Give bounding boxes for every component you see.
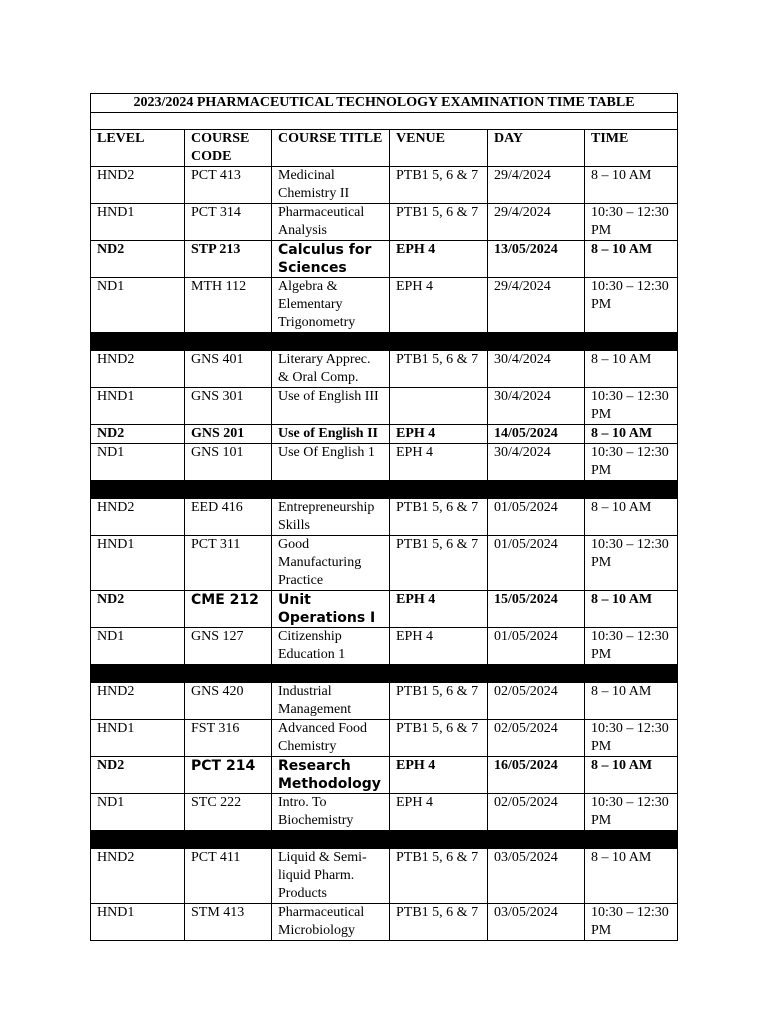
course-title-cell: Unit Operations I — [272, 591, 390, 628]
day-cell: 03/05/2024 — [488, 904, 585, 941]
level-cell: ND1 — [91, 628, 185, 665]
day-cell: 30/4/2024 — [488, 388, 585, 425]
table-row — [91, 167, 678, 204]
day-cell: 01/05/2024 — [488, 536, 585, 591]
header-row — [91, 130, 678, 167]
course-code-cell: CME 212 — [185, 591, 272, 628]
venue-cell: EPH 4 — [390, 278, 488, 333]
course-code-cell: GNS 201 — [185, 425, 272, 444]
time-cell: 10:30 – 12:30 PM — [585, 628, 678, 665]
header-course-code: COURSE CODE — [185, 130, 272, 167]
table-row — [91, 204, 678, 241]
separator-row — [91, 333, 678, 351]
time-cell: 8 – 10 AM — [585, 351, 678, 388]
day-cell: 01/05/2024 — [488, 499, 585, 536]
course-code-cell: STP 213 — [185, 241, 272, 278]
course-title-cell: Pharmaceutical Microbiology — [272, 904, 390, 941]
table-row — [91, 536, 678, 591]
header-course-title: COURSE TITLE — [272, 130, 390, 167]
course-title-cell: Industrial Management — [272, 683, 390, 720]
time-cell: 8 – 10 AM — [585, 241, 678, 278]
table-row — [91, 904, 678, 941]
venue-cell: EPH 4 — [390, 444, 488, 481]
course-title-cell: Calculus for Sciences — [272, 241, 390, 278]
header-day: DAY — [488, 130, 585, 167]
venue-cell: EPH 4 — [390, 794, 488, 831]
level-cell: HND1 — [91, 204, 185, 241]
venue-cell: EPH 4 — [390, 241, 488, 278]
blank-row — [91, 113, 678, 130]
course-code-cell: EED 416 — [185, 499, 272, 536]
course-code-cell: STC 222 — [185, 794, 272, 831]
time-cell: 8 – 10 AM — [585, 167, 678, 204]
time-cell: 8 – 10 AM — [585, 757, 678, 794]
table-row — [91, 499, 678, 536]
table-row — [91, 388, 678, 425]
venue-cell: EPH 4 — [390, 757, 488, 794]
course-title-cell: Entrepreneurship Skills — [272, 499, 390, 536]
exam-timetable — [90, 93, 678, 941]
table-row — [91, 720, 678, 757]
course-code-cell: PCT 314 — [185, 204, 272, 241]
venue-cell: PTB1 5, 6 & 7 — [390, 167, 488, 204]
time-cell: 10:30 – 12:30 PM — [585, 536, 678, 591]
course-code-cell: GNS 101 — [185, 444, 272, 481]
header-time: TIME — [585, 130, 678, 167]
table-row — [91, 628, 678, 665]
day-cell: 14/05/2024 — [488, 425, 585, 444]
day-cell: 02/05/2024 — [488, 794, 585, 831]
table-row — [91, 849, 678, 904]
time-cell: 10:30 – 12:30 PM — [585, 720, 678, 757]
venue-cell: EPH 4 — [390, 628, 488, 665]
table-row — [91, 683, 678, 720]
table-row — [91, 444, 678, 481]
course-title-cell: Use of English II — [272, 425, 390, 444]
day-cell: 02/05/2024 — [488, 683, 585, 720]
course-title-cell: Medicinal Chemistry II — [272, 167, 390, 204]
level-cell: ND1 — [91, 444, 185, 481]
venue-cell: PTB1 5, 6 & 7 — [390, 499, 488, 536]
time-cell: 10:30 – 12:30 PM — [585, 904, 678, 941]
level-cell: ND1 — [91, 278, 185, 333]
course-code-cell: PCT 214 — [185, 757, 272, 794]
level-cell: HND1 — [91, 536, 185, 591]
title-row — [91, 94, 678, 113]
venue-cell: PTB1 5, 6 & 7 — [390, 904, 488, 941]
course-code-cell: FST 316 — [185, 720, 272, 757]
separator-row — [91, 831, 678, 849]
day-cell: 16/05/2024 — [488, 757, 585, 794]
level-cell: HND2 — [91, 683, 185, 720]
course-code-cell: GNS 420 — [185, 683, 272, 720]
course-title-cell: Citizenship Education 1 — [272, 628, 390, 665]
course-title-cell: Pharmaceutical Analysis — [272, 204, 390, 241]
day-cell: 02/05/2024 — [488, 720, 585, 757]
header-level: LEVEL — [91, 130, 185, 167]
course-title-cell: Advanced Food Chemistry — [272, 720, 390, 757]
level-cell: HND2 — [91, 499, 185, 536]
level-cell: HND1 — [91, 720, 185, 757]
time-cell: 10:30 – 12:30 PM — [585, 204, 678, 241]
table-row — [91, 591, 678, 628]
separator-row — [91, 481, 678, 499]
timetable-title: 2023/2024 PHARMACEUTICAL TECHNOLOGY EXAMINATION TIME TABLE — [91, 94, 678, 113]
venue-cell: PTB1 5, 6 & 7 — [390, 351, 488, 388]
level-cell: HND1 — [91, 388, 185, 425]
course-title-cell: Research Methodology — [272, 757, 390, 794]
course-code-cell: PCT 311 — [185, 536, 272, 591]
day-cell: 29/4/2024 — [488, 167, 585, 204]
level-cell: HND2 — [91, 849, 185, 904]
course-code-cell: STM 413 — [185, 904, 272, 941]
level-cell: ND2 — [91, 757, 185, 794]
course-code-cell: PCT 413 — [185, 167, 272, 204]
day-cell: 15/05/2024 — [488, 591, 585, 628]
time-cell: 8 – 10 AM — [585, 499, 678, 536]
level-cell: HND1 — [91, 904, 185, 941]
course-code-cell: MTH 112 — [185, 278, 272, 333]
venue-cell — [390, 388, 488, 425]
time-cell: 8 – 10 AM — [585, 425, 678, 444]
venue-cell: PTB1 5, 6 & 7 — [390, 720, 488, 757]
table-row — [91, 757, 678, 794]
level-cell: ND2 — [91, 591, 185, 628]
venue-cell: EPH 4 — [390, 425, 488, 444]
course-code-cell: GNS 301 — [185, 388, 272, 425]
day-cell: 13/05/2024 — [488, 241, 585, 278]
course-title-cell: Use of English III — [272, 388, 390, 425]
venue-cell: PTB1 5, 6 & 7 — [390, 849, 488, 904]
day-cell: 01/05/2024 — [488, 628, 585, 665]
time-cell: 10:30 – 12:30 PM — [585, 444, 678, 481]
level-cell: ND2 — [91, 425, 185, 444]
table-row — [91, 241, 678, 278]
time-cell: 10:30 – 12:30 PM — [585, 388, 678, 425]
day-cell: 30/4/2024 — [488, 351, 585, 388]
table-row — [91, 278, 678, 333]
table-row — [91, 425, 678, 444]
time-cell: 10:30 – 12:30 PM — [585, 794, 678, 831]
course-code-cell: GNS 401 — [185, 351, 272, 388]
venue-cell: PTB1 5, 6 & 7 — [390, 536, 488, 591]
course-code-cell: PCT 411 — [185, 849, 272, 904]
course-code-cell: GNS 127 — [185, 628, 272, 665]
day-cell: 29/4/2024 — [488, 204, 585, 241]
venue-cell: PTB1 5, 6 & 7 — [390, 683, 488, 720]
course-title-cell: Algebra & Elementary Trigonometry — [272, 278, 390, 333]
course-title-cell: Use Of English 1 — [272, 444, 390, 481]
course-title-cell: Literary Apprec. & Oral Comp. — [272, 351, 390, 388]
time-cell: 8 – 10 AM — [585, 849, 678, 904]
time-cell: 8 – 10 AM — [585, 683, 678, 720]
level-cell: HND2 — [91, 351, 185, 388]
level-cell: ND2 — [91, 241, 185, 278]
day-cell: 29/4/2024 — [488, 278, 585, 333]
course-title-cell: Good Manufacturing Practice — [272, 536, 390, 591]
level-cell: HND2 — [91, 167, 185, 204]
table-row — [91, 794, 678, 831]
header-venue: VENUE — [390, 130, 488, 167]
course-title-cell: Intro. To Biochemistry — [272, 794, 390, 831]
time-cell: 10:30 – 12:30 PM — [585, 278, 678, 333]
table-row — [91, 351, 678, 388]
time-cell: 8 – 10 AM — [585, 591, 678, 628]
venue-cell: EPH 4 — [390, 591, 488, 628]
day-cell: 30/4/2024 — [488, 444, 585, 481]
course-title-cell: Liquid & Semi-liquid Pharm. Products — [272, 849, 390, 904]
day-cell: 03/05/2024 — [488, 849, 585, 904]
venue-cell: PTB1 5, 6 & 7 — [390, 204, 488, 241]
level-cell: ND1 — [91, 794, 185, 831]
separator-row — [91, 665, 678, 683]
